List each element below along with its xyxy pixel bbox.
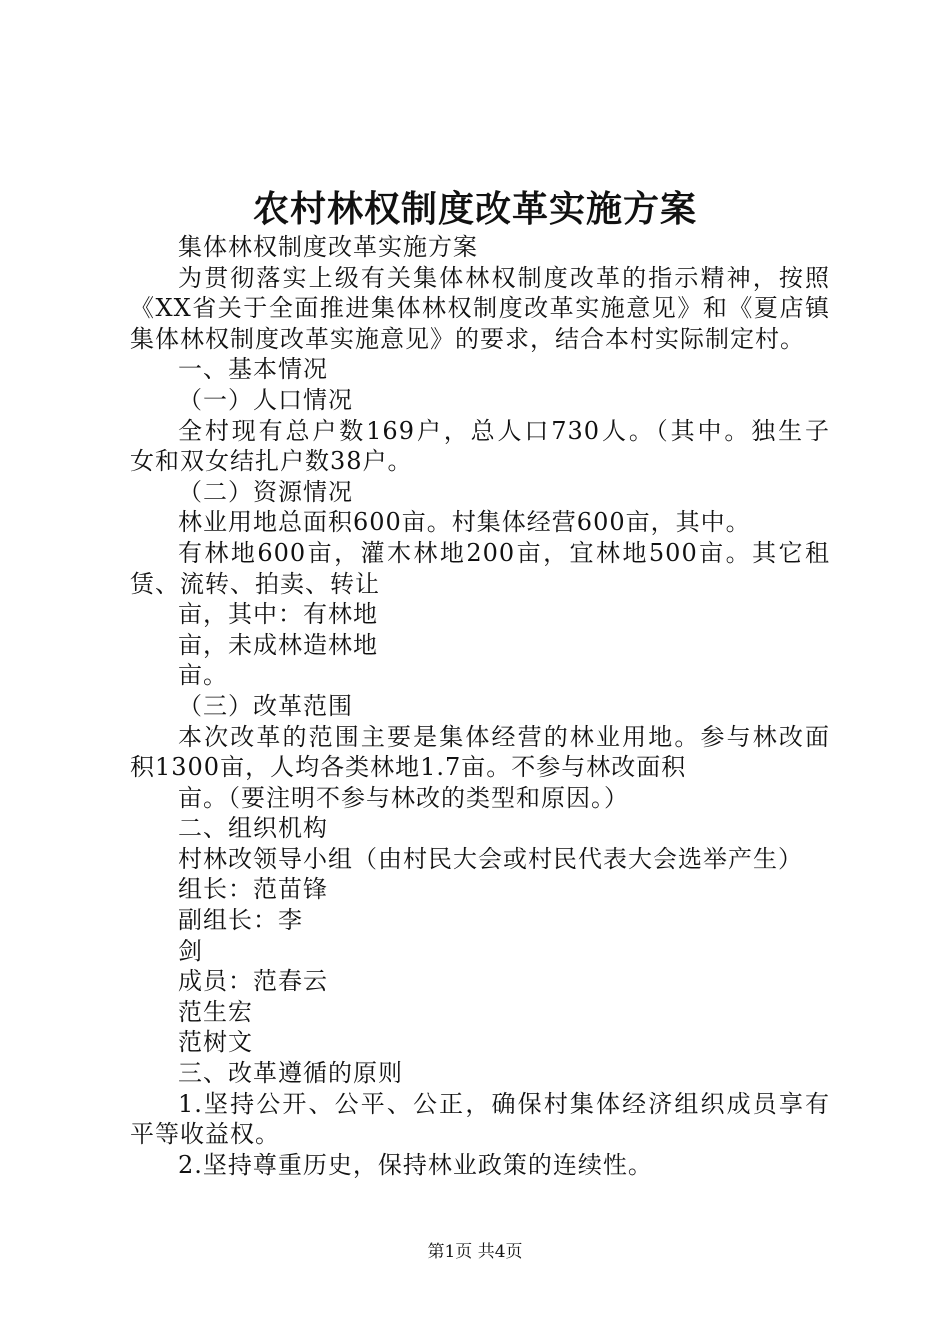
body-line: 本次改革的范围主要是集体经营的林业用地。参与林改面 — [178, 722, 830, 751]
body-line: 有林地600亩，灌木林地200亩，宜林地500亩。其它租 — [178, 538, 830, 567]
body-line: （二）资源情况 — [178, 477, 353, 506]
document-title: 农村林权制度改革实施方案 — [252, 188, 697, 230]
body-line: 成员：范春云 — [178, 967, 328, 996]
body-line: 剑 — [178, 936, 203, 965]
page-footer: 第1页 共4页 — [427, 1242, 523, 1262]
body-line: 一、基本情况 — [178, 355, 328, 384]
body-line: 副组长：李 — [178, 906, 303, 935]
body-line: 女和双女结扎户数38户。 — [130, 447, 413, 476]
body-line: 三、改革遵循的原则 — [178, 1059, 403, 1088]
body-line: 1.坚持公开、公平、公正，确保村集体经济组织成员享有 — [178, 1089, 830, 1118]
body-line: 亩。（要注明不参与林改的类型和原因。） — [178, 783, 629, 812]
document-body — [130, 232, 830, 1180]
body-line: 组长：范苗锋 — [178, 875, 328, 904]
body-line: 为贯彻落实上级有关集体林权制度改革的指示精神，按照 — [178, 263, 830, 292]
body-line: 亩，未成林造林地 — [178, 630, 378, 659]
body-line: 二、组织机构 — [178, 814, 328, 843]
body-line: 亩。 — [178, 661, 228, 690]
body-line: 2.坚持尊重历史，保持林业政策的连续性。 — [178, 1150, 653, 1179]
body-line: 亩，其中：有林地 — [178, 600, 378, 629]
body-line: （三）改革范围 — [178, 691, 353, 720]
body-line: 平等收益权。 — [130, 1120, 280, 1149]
body-line: 赁、流转、拍卖、转让 — [130, 569, 380, 598]
body-line: 《XX省关于全面推进集体林权制度改革实施意见》和《夏店镇 — [130, 294, 830, 323]
body-line: 范生宏 — [178, 997, 253, 1026]
body-line: 范树文 — [178, 1028, 253, 1057]
body-line: 集体林权制度改革实施方案 — [178, 233, 478, 261]
body-line: 全村现有总户数169户，总人口730人。（其中。独生子 — [178, 416, 830, 445]
body-line: 林业用地总面积600亩。村集体经营600亩，其中。 — [178, 508, 751, 537]
body-line: 村林改领导小组（由村民大会或村民代表大会选举产生） — [178, 844, 803, 873]
body-line: 积1300亩，人均各类林地1.7亩。不参与林改面积 — [130, 753, 687, 782]
body-line: 集体林权制度改革实施意见》的要求，结合本村实际制定村。 — [130, 324, 805, 353]
body-line: （一）人口情况 — [178, 385, 353, 414]
